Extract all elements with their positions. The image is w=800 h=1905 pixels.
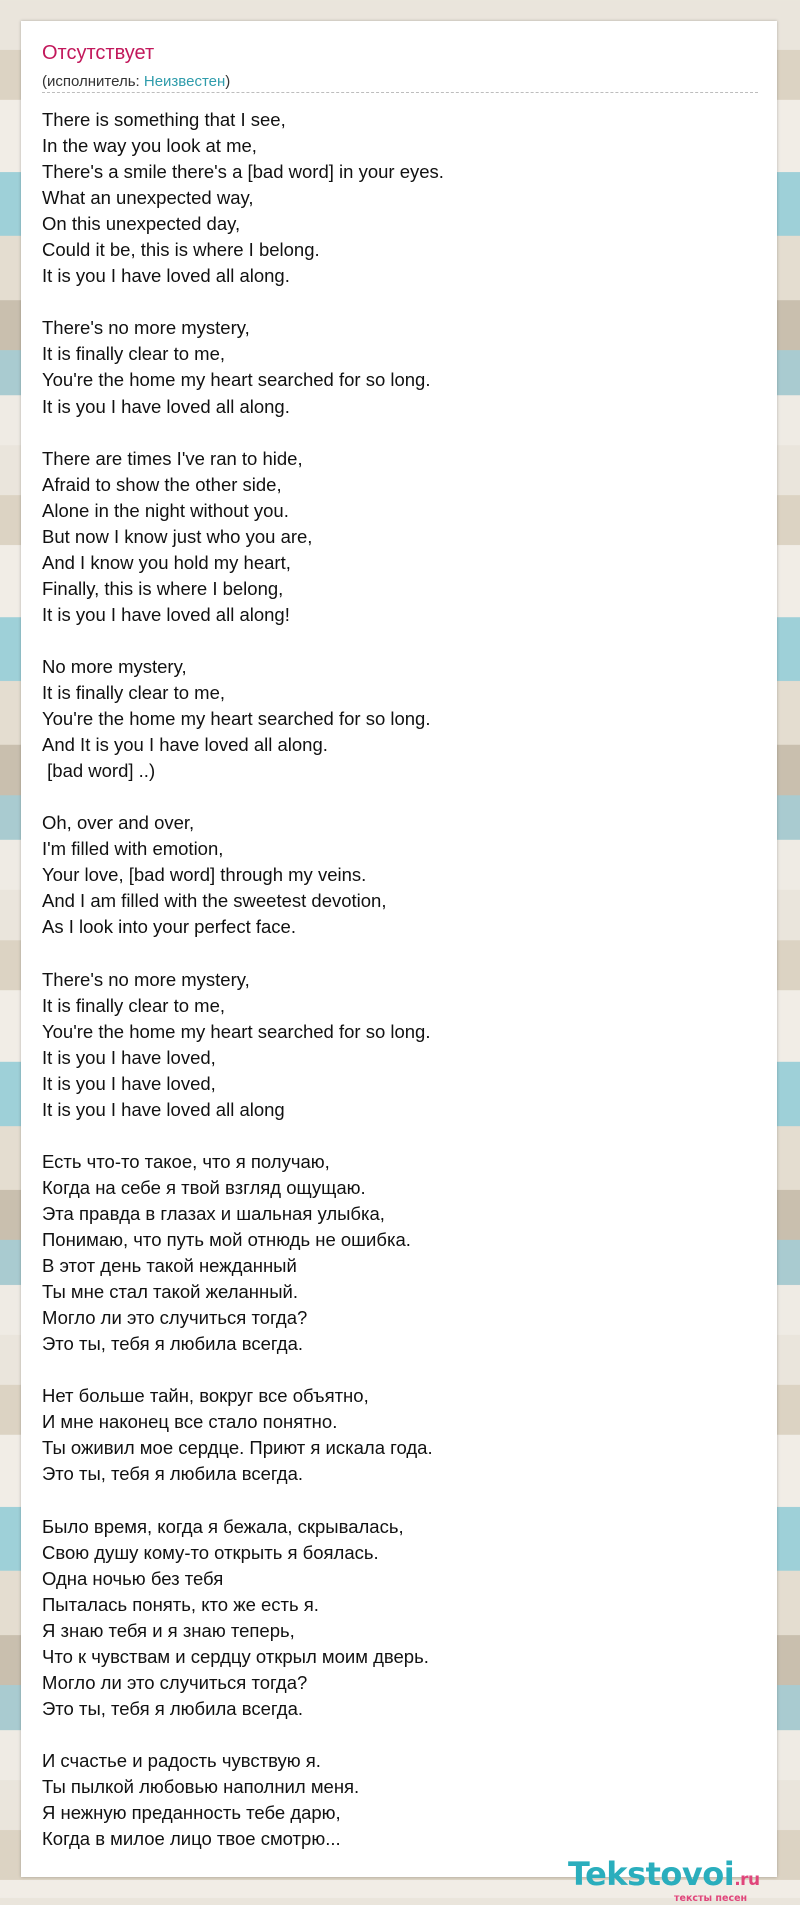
lyrics-text: There is something that I see, In the way you look at me, There's a smile there's a [bad word] in your eyes. What an unexpected way, On this unexpected day, Could it be, this is where I belong. It is you I have loved all along. There's no more mystery, It is finally clear to me, You're the home my heart searched for so long. It is you I have loved all along. There are times I've ran to hide, Afraid to show the other side, Alone in the night without you. But now I know just who you are, And I know you hold my heart, Finally, this is where I belong, It is you I have loved all along! No more mystery, It is finally clear to me, You're the home my heart searched for so long. And It is you I have loved all along. [bad word] ..) Oh, over and over, I'm filled with emotion, Your love, [bad word] through my veins. And I am filled with the sweetest devotion, As I look into your perfect face. There's no more mystery, It is finally clear to me, You're the home my heart searched for so long. It is you I have loved, It is you I have loved, It is you I have loved all along Есть что-то такое, что я получаю, Когда на себе я твой взгляд ощущаю. Эта правда в глазах и шальная улыбка, Понимаю, что путь мой отнюдь не ошибка. В этот день такой нежданный Ты мне стал такой желанный. Могло ли это случиться тогда? Это ты, тебя я любила всегда. Нет больше тайн, вокруг все объятно, И мне наконец все стало понятно. Ты оживил мое сердце. Приют я искала года. Это ты, тебя я любила всегда. Было время, когда я бежала, скрывалась, Свою душу кому-то открыть я боялась. Одна ночью без тебя Пыталась понять, кто же есть я. Я знаю тебя и я знаю теперь, Что к чувствам и сердцу открыл моим дверь. Могло ли это случиться тогда? Это ты, тебя я любила всегда. И счастье и радость чувствую я. Ты пылкой любовью наполнил меня. Я нежную преданность тебе дарю, Когда в милое лицо твое смотрю... xyxy=(42,109,444,1850)
artist-suffix: ) xyxy=(225,73,231,90)
lyrics-card xyxy=(21,21,777,1904)
artist-link[interactable]: Неизвестен xyxy=(143,73,226,90)
artist-line xyxy=(42,73,230,90)
divider xyxy=(42,92,758,93)
logo-tld: .ru xyxy=(734,1870,760,1890)
logo-tagline: тексты песен xyxy=(674,1893,748,1904)
logo-main-text: Tekstovoi xyxy=(568,1855,735,1893)
song-title: Отсутствует xyxy=(42,42,155,64)
artist-prefix: (исполнитель: xyxy=(42,73,144,90)
logo-wordmark xyxy=(568,1857,760,1897)
